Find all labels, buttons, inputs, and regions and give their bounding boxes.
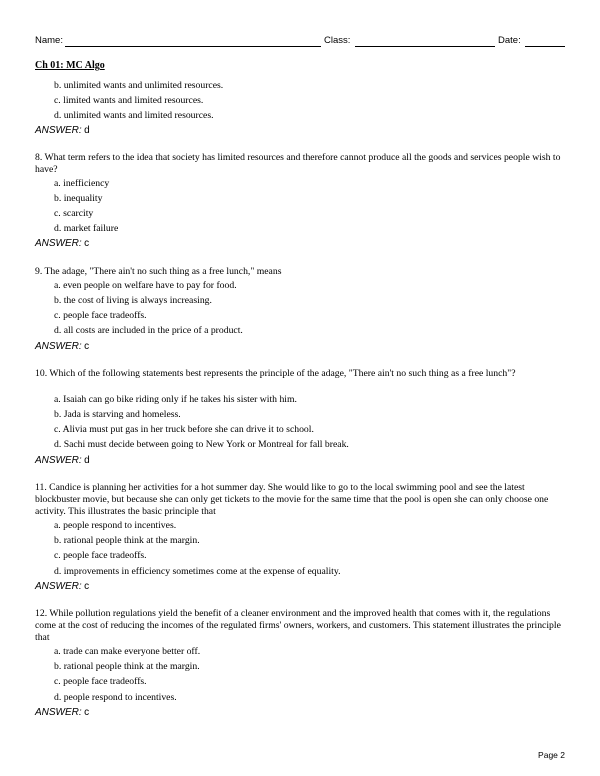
answer-value: d <box>84 125 90 136</box>
page-number: Page 2 <box>538 750 565 760</box>
answer-label: ANSWER: <box>35 238 82 249</box>
answer-value: d <box>84 455 90 466</box>
option: b. inequality <box>54 193 103 204</box>
option: a. inefficiency <box>54 178 110 189</box>
answer-value: c <box>84 238 90 249</box>
answer-label: ANSWER: <box>35 455 82 466</box>
answer-label: ANSWER: <box>35 125 82 136</box>
answer-line <box>35 455 90 467</box>
answer-line <box>35 238 89 250</box>
option: a. even people on welfare have to pay for food. <box>54 280 237 291</box>
date-line[interactable] <box>525 46 565 47</box>
question-stem: 12. While pollution regulations yield the benefit of a cleaner environment and the improved health that comes with it, the regulations come at the cost of reducing the incomes of the regulated firms' owners, workers, and customers. This statement illustrates the principle that <box>35 608 561 643</box>
answer-line <box>35 707 89 719</box>
question-stem: 11. Candice is planning her activities for a hot summer day. She would like to go to the local swimming pool and see the latest blockbuster movie, but because she can only get tickets to the movie for the same time that the pool is open she can only choose one activity. This illustrates the basic principle that <box>35 482 549 517</box>
option: d. market failure <box>54 223 119 234</box>
answer-value: c <box>84 581 90 592</box>
name-line[interactable] <box>65 46 321 47</box>
option: c. Alivia must put gas in her truck before she can drive it to school. <box>54 424 314 435</box>
option: c. people face tradeoffs. <box>54 550 147 561</box>
option: d. Sachi must decide between going to New York or Montreal for fall break. <box>54 439 349 450</box>
answer-value: c <box>84 707 90 718</box>
question-stem: 10. Which of the following statements best represents the principle of the adage, "There ain't no such thing as a free lunch"? <box>35 368 516 379</box>
option: c. scarcity <box>54 208 94 219</box>
answer-line <box>35 125 90 137</box>
option: b. unlimited wants and unlimited resources. <box>54 80 224 91</box>
option: a. people respond to incentives. <box>54 520 177 531</box>
option: a. trade can make everyone better off. <box>54 646 201 657</box>
option: c. people face tradeoffs. <box>54 310 147 321</box>
option: b. rational people think at the margin. <box>54 535 200 546</box>
option: b. rational people think at the margin. <box>54 661 200 672</box>
option: c. people face tradeoffs. <box>54 676 147 687</box>
class-label: Class: <box>324 35 351 46</box>
question-stem: 8. What term refers to the idea that society has limited resources and therefore cannot produce all the goods and services people wish to have? <box>35 152 561 175</box>
name-label: Name: <box>35 35 63 46</box>
answer-line <box>35 581 89 593</box>
option: b. the cost of living is always increasing. <box>54 295 212 306</box>
worksheet-header <box>35 35 565 51</box>
class-line[interactable] <box>355 46 495 47</box>
answer-value: c <box>84 341 90 352</box>
answer-line <box>35 341 89 353</box>
option: b. Jada is starving and homeless. <box>54 409 181 420</box>
option: c. limited wants and limited resources. <box>54 95 204 106</box>
answer-label: ANSWER: <box>35 581 82 592</box>
answer-label: ANSWER: <box>35 707 82 718</box>
date-label: Date: <box>498 35 521 46</box>
option: d. improvements in efficiency sometimes come at the expense of equality. <box>54 566 341 577</box>
section-title: Ch 01: MC Algo <box>35 60 105 71</box>
option: d. unlimited wants and limited resources. <box>54 110 214 121</box>
question-stem: 9. The adage, "There ain't no such thing as a free lunch," means <box>35 266 282 277</box>
option: d. all costs are included in the price of a product. <box>54 325 243 336</box>
option: a. Isaiah can go bike riding only if he takes his sister with him. <box>54 394 297 405</box>
answer-label: ANSWER: <box>35 341 82 352</box>
option: d. people respond to incentives. <box>54 692 177 703</box>
